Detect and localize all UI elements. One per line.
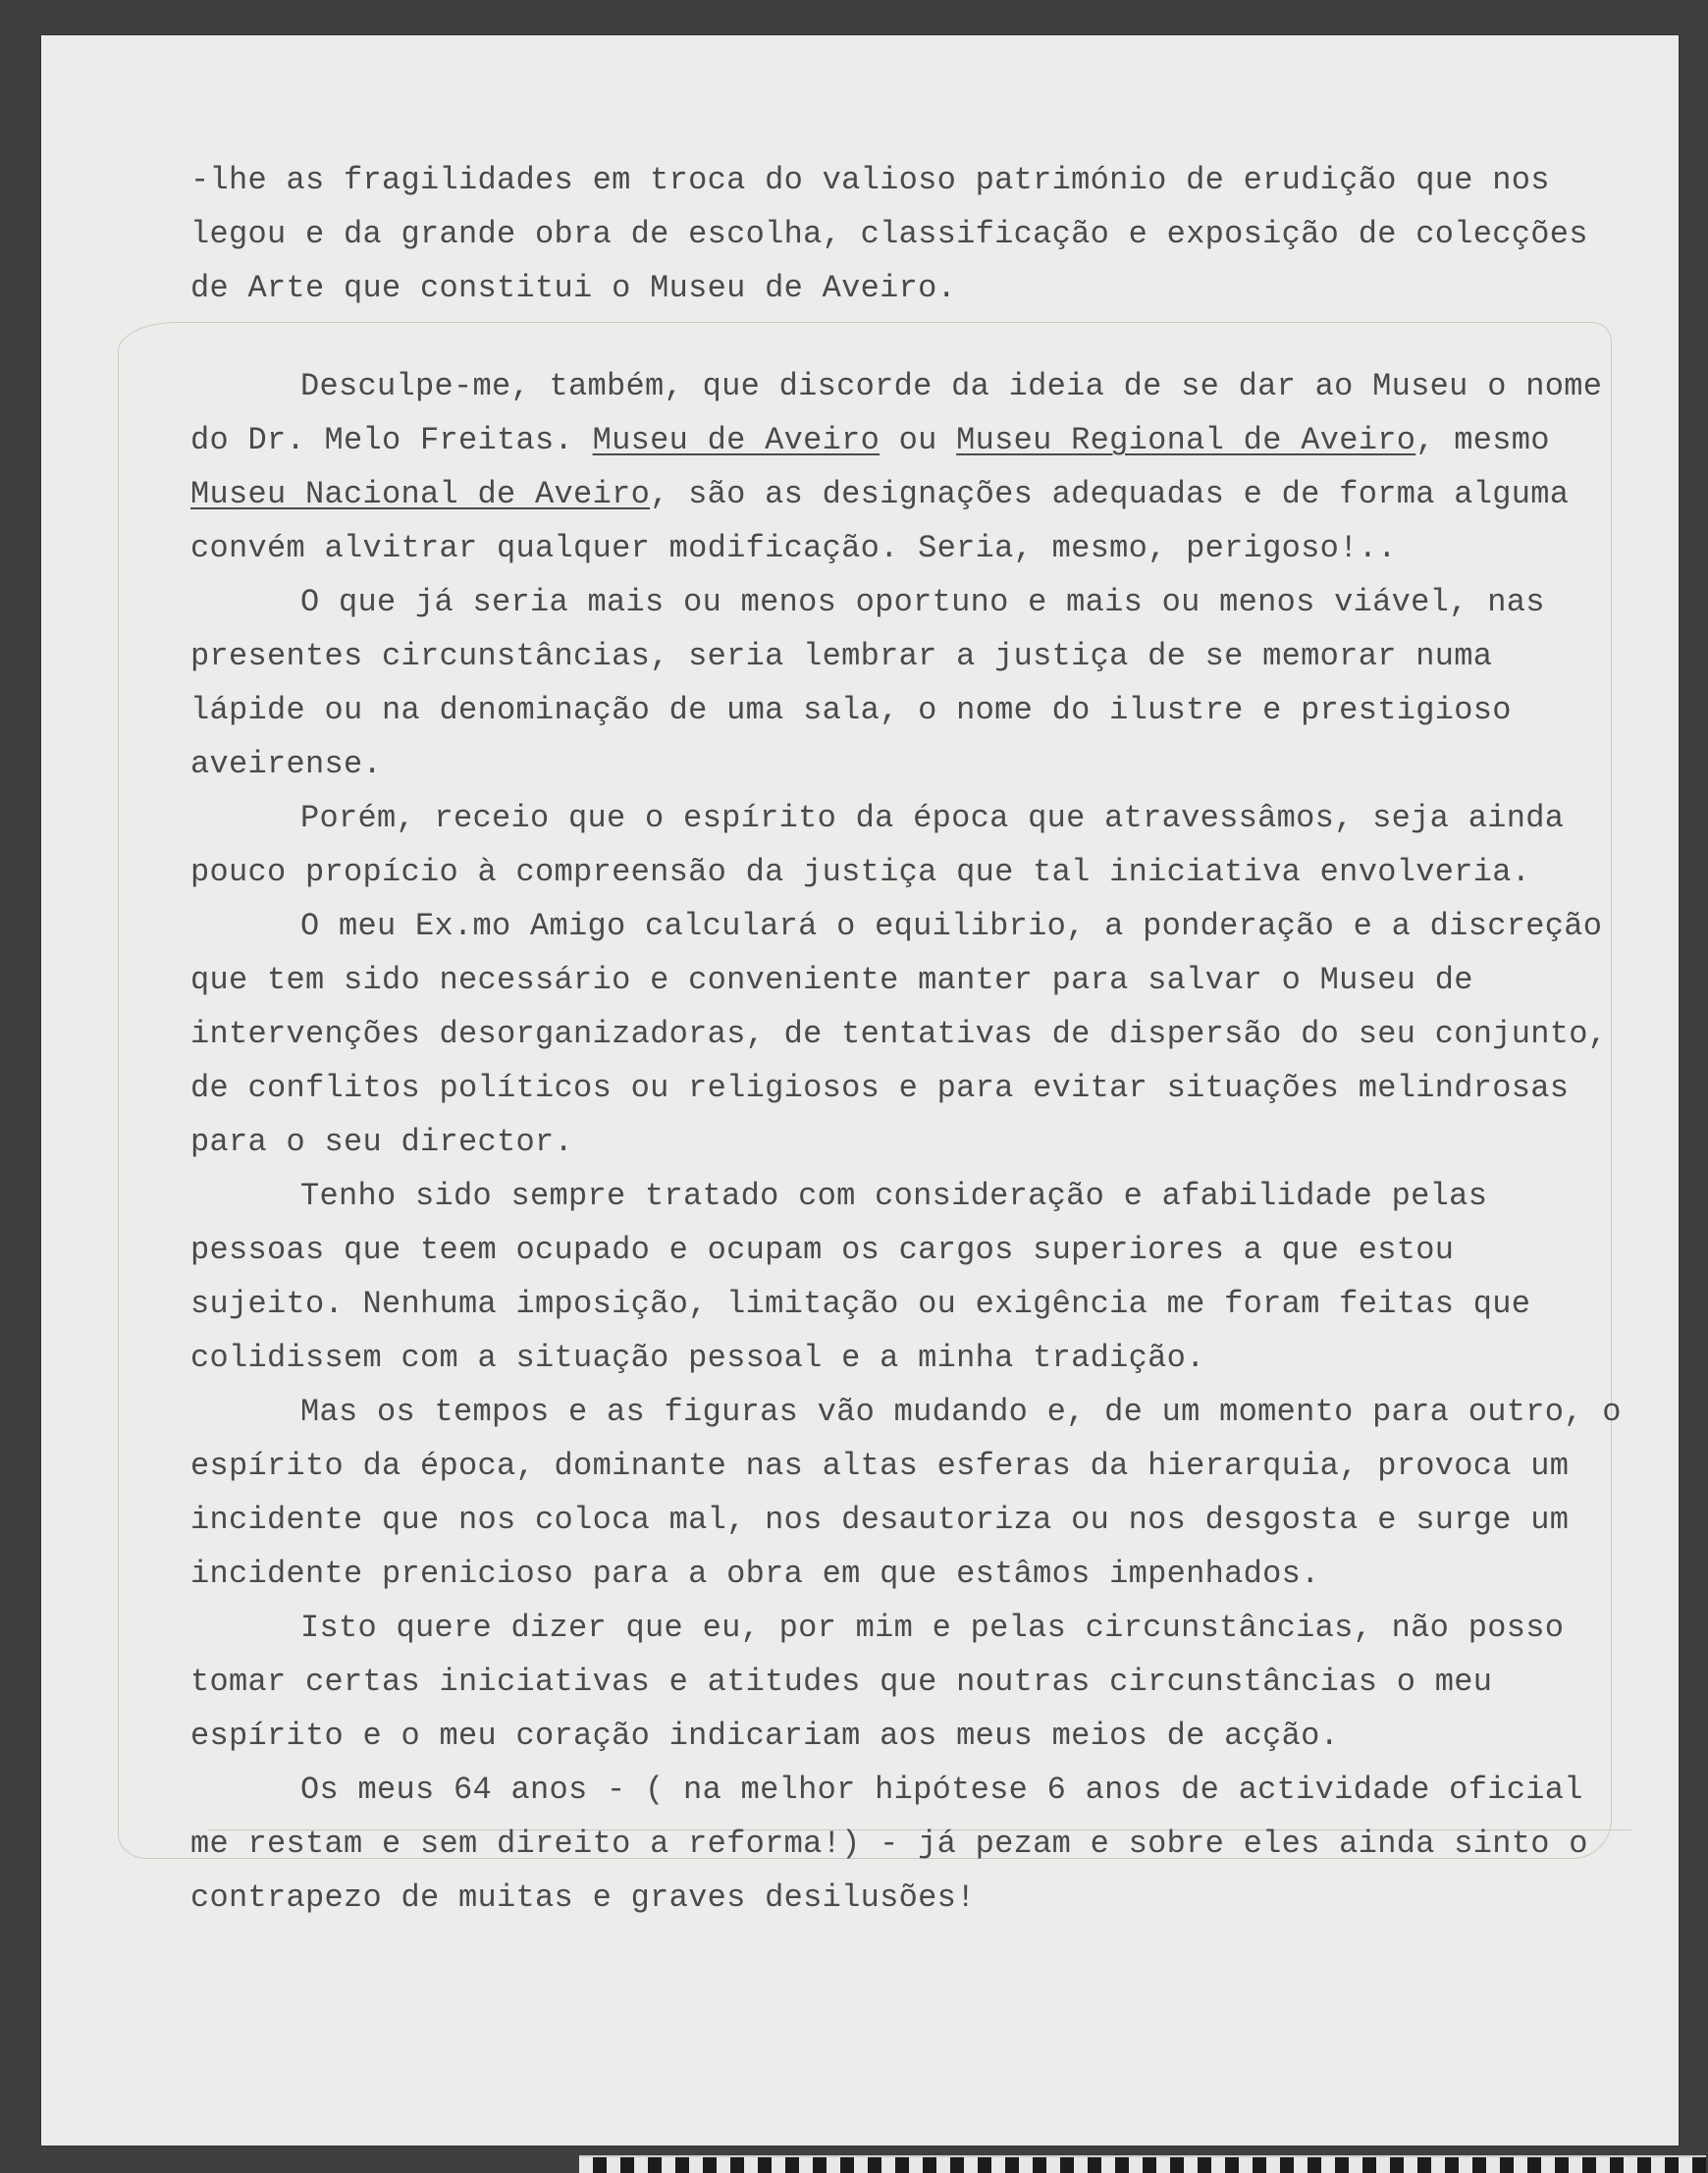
paragraph-1: -lhe as fragilidades em troca do valioso património de erudição que nos legou e da grande obra de escolha, classificação e exposição de colecções de Arte que constitui o Museu de Aveiro. (190, 162, 1588, 306)
paragraph-6: Tenho sido sempre tratado com consideração e afabilidade pelas pessoas que teem ocupado e ocupam os cargos superiores a que estou sujeito. Nenhuma imposição, limitação ou exigência me foram feitas que colidissem com a situação pessoal e a minha tradição. (190, 1178, 1531, 1376)
paragraph-3: O que já seria mais ou menos oportuno e mais ou menos viável, nas presentes circunstâncias, seria lembrar a justiça de se memorar numa lápide ou na denominação de uma sala, o nome do ilustre e prestigioso aveirense. (190, 584, 1545, 782)
paragraph-2 (190, 359, 1624, 575)
document-page (41, 35, 1679, 2146)
paragraph-2-text-b: ou (880, 422, 957, 458)
paragraph-7: Mas os tempos e as figuras vão mudando e, de um momento para outro, o espírito da época, dominante nas altas esferas da hierarquia, provoca um incidente que nos coloca mal, nos desautoriza ou nos desgosta e surge um incidente prenicioso para a obra em que estâmos impenhados. (190, 1394, 1622, 1592)
typed-text (190, 153, 1624, 1925)
paragraph-9: Os meus 64 anos - ( na melhor hipótese 6 anos de actividade oficial me restam e sem direito a reforma!) - já pezam e sobre eles ainda sinto o contrapezo de muitas e graves desilusões! (190, 1772, 1588, 1916)
underlined-museu-de-aveiro: Museu de Aveiro (592, 422, 881, 458)
paragraph-2-text-a: Desculpe-me, também, que discorde da ideia de se dar ao Museu o nome do Dr. Melo Freitas. (190, 368, 1603, 458)
paragraph-4: Porém, receio que o espírito da época que atravessâmos, seja ainda pouco propício à compreensão da justiça que tal iniciativa envolveria. (190, 800, 1565, 890)
paragraph-5: O meu Ex.mo Amigo calculará o equilibrio, a ponderação e a discreção que tem sido necessário e conveniente manter para salvar o Museu de intervenções desorganizadoras, de tentativas de dispersão do seu conjunto, de conflitos políticos ou religiosos e para evitar situações melindrosas para o seu director. (190, 908, 1608, 1160)
paragraph-8: Isto quere dizer que eu, por mim e pelas circunstâncias, não posso tomar certas iniciativas e atitudes que noutras circunstâncias o meu espírito e o meu coração indicariam aos meus meios de acção. (190, 1610, 1565, 1754)
underlined-museu-regional: Museu Regional de Aveiro (956, 422, 1416, 458)
paragraph-2-text-c: , mesmo (1415, 422, 1550, 458)
underlined-museu-nacional: Museu Nacional de Aveiro (190, 476, 651, 512)
scale-ruler (579, 2155, 1706, 2173)
paragraph-2-text-d: , são as designações adequadas e de forma alguma convém alvitrar qualquer modificação. Seria, mesmo, perigoso!.. (190, 476, 1570, 566)
